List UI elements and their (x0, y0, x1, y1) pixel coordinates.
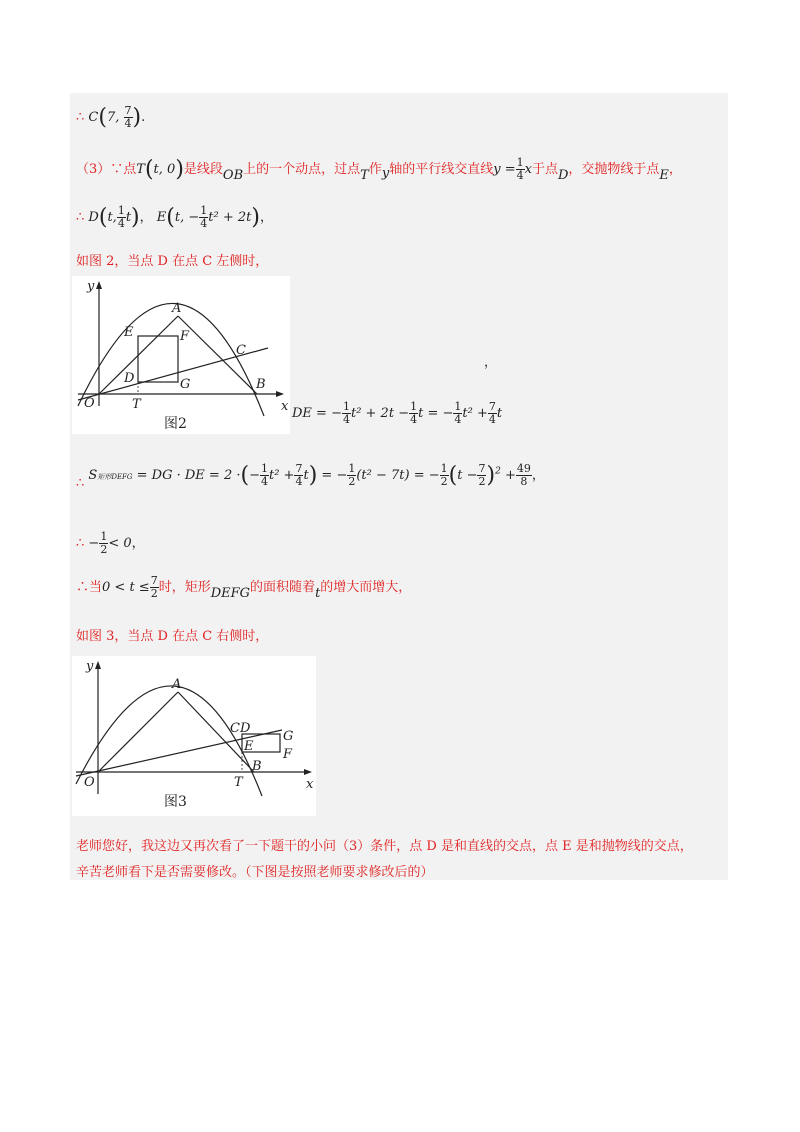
line-figure3-intro: 如图 3，当点 D 在点 C 右侧时， (76, 629, 269, 644)
stray-comma: ， (484, 355, 498, 370)
line-teacher-note-1: 老师您好，我这边又再次看了一下题干的小问（3）条件，点 D 是和直线的交点，点 E 是和抛物线的交点， (76, 839, 693, 854)
fig2-label-y: y (87, 279, 95, 294)
fig2-label-t: T (132, 397, 141, 412)
fig2-label-g: G (180, 377, 191, 392)
line-area-expression: ∴ S矩形DEFG = DG · DE = 2 ·(− $\frac{1}{4}$ t² + $\frac{7}{4}$ t) = − $\frac{1}{2}$ (t² − 7t) = − $\frac{1}{2}$ (t − $\frac{7}{2}$ )$^2$ + $\frac{49}{8}$ ， (76, 462, 545, 491)
fig3-label-cd: CD (230, 721, 251, 736)
line-coefficient-negative: ∴ − $\frac{1}{2}$ < 0， (76, 530, 145, 556)
line-c-coordinates: ∴ C(7, $\frac{7}{4}$ ). (76, 104, 146, 130)
fig3-label-y: y (86, 659, 94, 674)
line-monotonic-conclusion: ∴当0 < t ≤ $\frac{7}{2}$ 时，矩形DEFG的面积随着t的增大而增大， (76, 574, 412, 601)
fraction: $\frac{7}{4}$ (124, 104, 132, 130)
c-x-value: 7 (106, 110, 116, 125)
fig2-label-c: C (236, 343, 246, 358)
fig3-label-b: B (252, 759, 262, 774)
fig3-label-a: A (172, 677, 182, 692)
fig2-label-x: x (281, 399, 289, 414)
point-c: C (88, 110, 99, 125)
fig2-label-b: B (256, 377, 266, 392)
fig3-label-e: E (244, 739, 254, 754)
fig3-label-x: x (306, 777, 314, 792)
fig3-label-o: O (84, 775, 95, 790)
figure-2-graph (72, 276, 290, 434)
fig2-label-f: F (180, 329, 190, 344)
line-part3-condition: （3）∵点T(t, 0)是线段OB上的一个动点，过点T作y轴的平行线交直线y = $\frac{1}{4}$ x于点D，交抛物线于点E， (76, 156, 682, 183)
figure-3-graph (72, 656, 316, 816)
line-teacher-note-2: 辛苦老师看下是否需要修改。（下图是按照老师要求修改后的） (76, 865, 434, 880)
fig2-label-e: E (124, 325, 134, 340)
document-sheet (70, 93, 728, 880)
figure-3 (72, 656, 316, 816)
line-d-e-coordinates: ∴ D(t, $\frac{1}{4}$ t)， E(t, − $\frac{1}{4}$ t² + 2t)， (76, 204, 273, 230)
therefore-symbol: ∴ (76, 110, 85, 125)
line-de-expression: DE = − $\frac{1}{4}$ t² + 2t − $\frac{1}{4}$ t = − $\frac{1}{4}$ t² + $\frac{7}{4}$ t (292, 400, 503, 426)
fig3-label-g: G (283, 729, 294, 744)
fig2-label-o: O (84, 396, 95, 411)
fig2-caption: 图2 (164, 416, 187, 432)
fig2-label-a: A (172, 301, 182, 316)
fig2-label-d: D (124, 371, 135, 386)
fig3-caption: 图3 (164, 794, 187, 810)
fig3-label-f: F (283, 747, 293, 762)
fig3-label-t: T (234, 775, 243, 790)
figure-2 (72, 276, 290, 434)
line-figure2-intro: 如图 2，当点 D 在点 C 左侧时， (76, 254, 269, 269)
